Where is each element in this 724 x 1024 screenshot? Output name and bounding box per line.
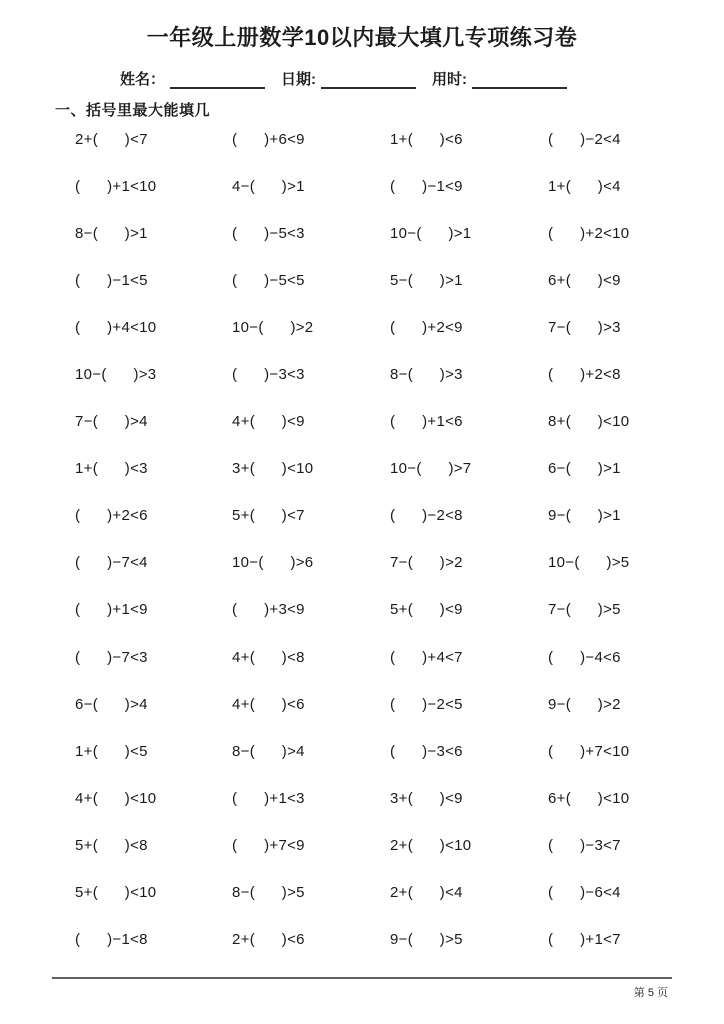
problem-cell: ( )−3<7 <box>548 836 621 854</box>
problem-cell: 3+( )<9 <box>390 789 463 807</box>
page-title: 一年级上册数学10以内最大填几专项练习卷 <box>146 25 578 50</box>
problem-cell: ( )+7<10 <box>548 742 630 760</box>
problem-cell: 2+( )<10 <box>390 836 472 854</box>
page-number-label: 第 5 页 <box>633 987 668 999</box>
problem-cell: ( )−2<8 <box>390 507 463 525</box>
problem-cell: 6−( )>4 <box>75 695 148 713</box>
problem-cell: ( )−5<5 <box>232 272 305 290</box>
problem-cell: 10−( )>7 <box>390 460 472 478</box>
problem-cell: 7−( )>5 <box>548 601 621 619</box>
problem-cell: 9−( )>2 <box>548 695 621 713</box>
problem-cell: ( )+1<6 <box>390 413 463 431</box>
problem-cell: ( )−5<3 <box>232 225 305 243</box>
time-label: 用时: <box>432 71 468 88</box>
problem-cell: ( )−1<8 <box>75 930 148 948</box>
problem-cell: 5−( )>1 <box>390 272 463 290</box>
problem-cell: ( )+1<7 <box>548 930 621 948</box>
problem-cell: 8+( )<10 <box>548 413 630 431</box>
problem-cell: ( )+2<6 <box>75 507 148 525</box>
problem-cell: 8−( )>5 <box>232 883 305 901</box>
problem-cell: 1+( )<5 <box>75 742 148 760</box>
problems-grid <box>75 131 707 978</box>
problem-cell: 10−( )>1 <box>390 225 472 243</box>
problem-cell: 2+( )<7 <box>75 131 148 148</box>
problem-cell: ( )−6<4 <box>548 883 621 901</box>
problem-cell: ( )−1<5 <box>75 272 148 290</box>
problem-cell: 7−( )>4 <box>75 413 148 431</box>
date-label: 日期: <box>281 71 317 88</box>
problem-cell: ( )+1<10 <box>75 178 157 196</box>
problem-cell: 8−( )>3 <box>390 366 463 384</box>
name-blank <box>170 70 265 89</box>
problem-cell: 4+( )<8 <box>232 648 305 666</box>
problem-cell: 2+( )<6 <box>232 930 305 948</box>
problem-cell: ( )+1<3 <box>232 789 305 807</box>
problem-cell: 4−( )>1 <box>232 178 305 196</box>
problem-cell: 6−( )>1 <box>548 460 621 478</box>
problem-cell: ( )−2<4 <box>548 131 621 148</box>
problem-cell: ( )−3<3 <box>232 366 305 384</box>
problem-cell: 5+( )<9 <box>390 601 463 619</box>
problem-cell: ( )+3<9 <box>232 601 305 619</box>
problem-cell: 10−( )>5 <box>548 554 630 572</box>
problem-cell: 5+( )<7 <box>232 507 305 525</box>
problem-cell: 4+( )<9 <box>232 413 305 431</box>
problem-cell: ( )+6<9 <box>232 131 305 148</box>
problem-cell: ( )+2<10 <box>548 225 630 243</box>
footer-divider <box>52 977 672 979</box>
date-blank <box>321 70 416 89</box>
problem-cell: 10−( )>2 <box>232 319 314 337</box>
problem-cell: 6+( )<10 <box>548 789 630 807</box>
problem-cell: ( )+4<10 <box>75 319 157 337</box>
problem-cell: 6+( )<9 <box>548 272 621 290</box>
problem-cell: ( )−1<9 <box>390 178 463 196</box>
student-info-row <box>120 70 567 90</box>
problem-cell: ( )−7<3 <box>75 648 148 666</box>
problem-cell: ( )+4<7 <box>390 648 463 666</box>
problem-cell: 4+( )<6 <box>232 695 305 713</box>
problem-cell: 9−( )>5 <box>390 930 463 948</box>
problem-cell: 10−( )>6 <box>232 554 314 572</box>
problem-cell: 4+( )<10 <box>75 789 157 807</box>
section-heading: 一、括号里最大能填几 <box>55 102 211 119</box>
problem-cell: 2+( )<4 <box>390 883 463 901</box>
problem-cell: 10−( )>3 <box>75 366 157 384</box>
problem-cell: 7−( )>2 <box>390 554 463 572</box>
problem-cell: ( )−2<5 <box>390 695 463 713</box>
problem-cell: ( )+1<9 <box>75 601 148 619</box>
problem-cell: ( )−4<6 <box>548 648 621 666</box>
problem-cell: 1+( )<6 <box>390 131 463 148</box>
problem-cell: 5+( )<8 <box>75 836 148 854</box>
time-blank <box>472 70 567 89</box>
problem-cell: ( )−7<4 <box>75 554 148 572</box>
name-label: 姓名： <box>120 71 166 88</box>
problem-cell: 5+( )<10 <box>75 883 157 901</box>
problem-cell: ( )+2<8 <box>548 366 621 384</box>
problem-cell: 9−( )>1 <box>548 507 621 525</box>
problem-cell: 7−( )>3 <box>548 319 621 337</box>
problem-cell: 8−( )>4 <box>232 742 305 760</box>
problem-cell: 8−( )>1 <box>75 225 148 243</box>
problem-cell: 3+( )<10 <box>232 460 314 478</box>
problem-cell: ( )−3<6 <box>390 742 463 760</box>
problem-cell: ( )+7<9 <box>232 836 305 854</box>
problem-cell: 1+( )<4 <box>548 178 621 196</box>
problem-cell: 1+( )<3 <box>75 460 148 478</box>
problem-cell: ( )+2<9 <box>390 319 463 337</box>
